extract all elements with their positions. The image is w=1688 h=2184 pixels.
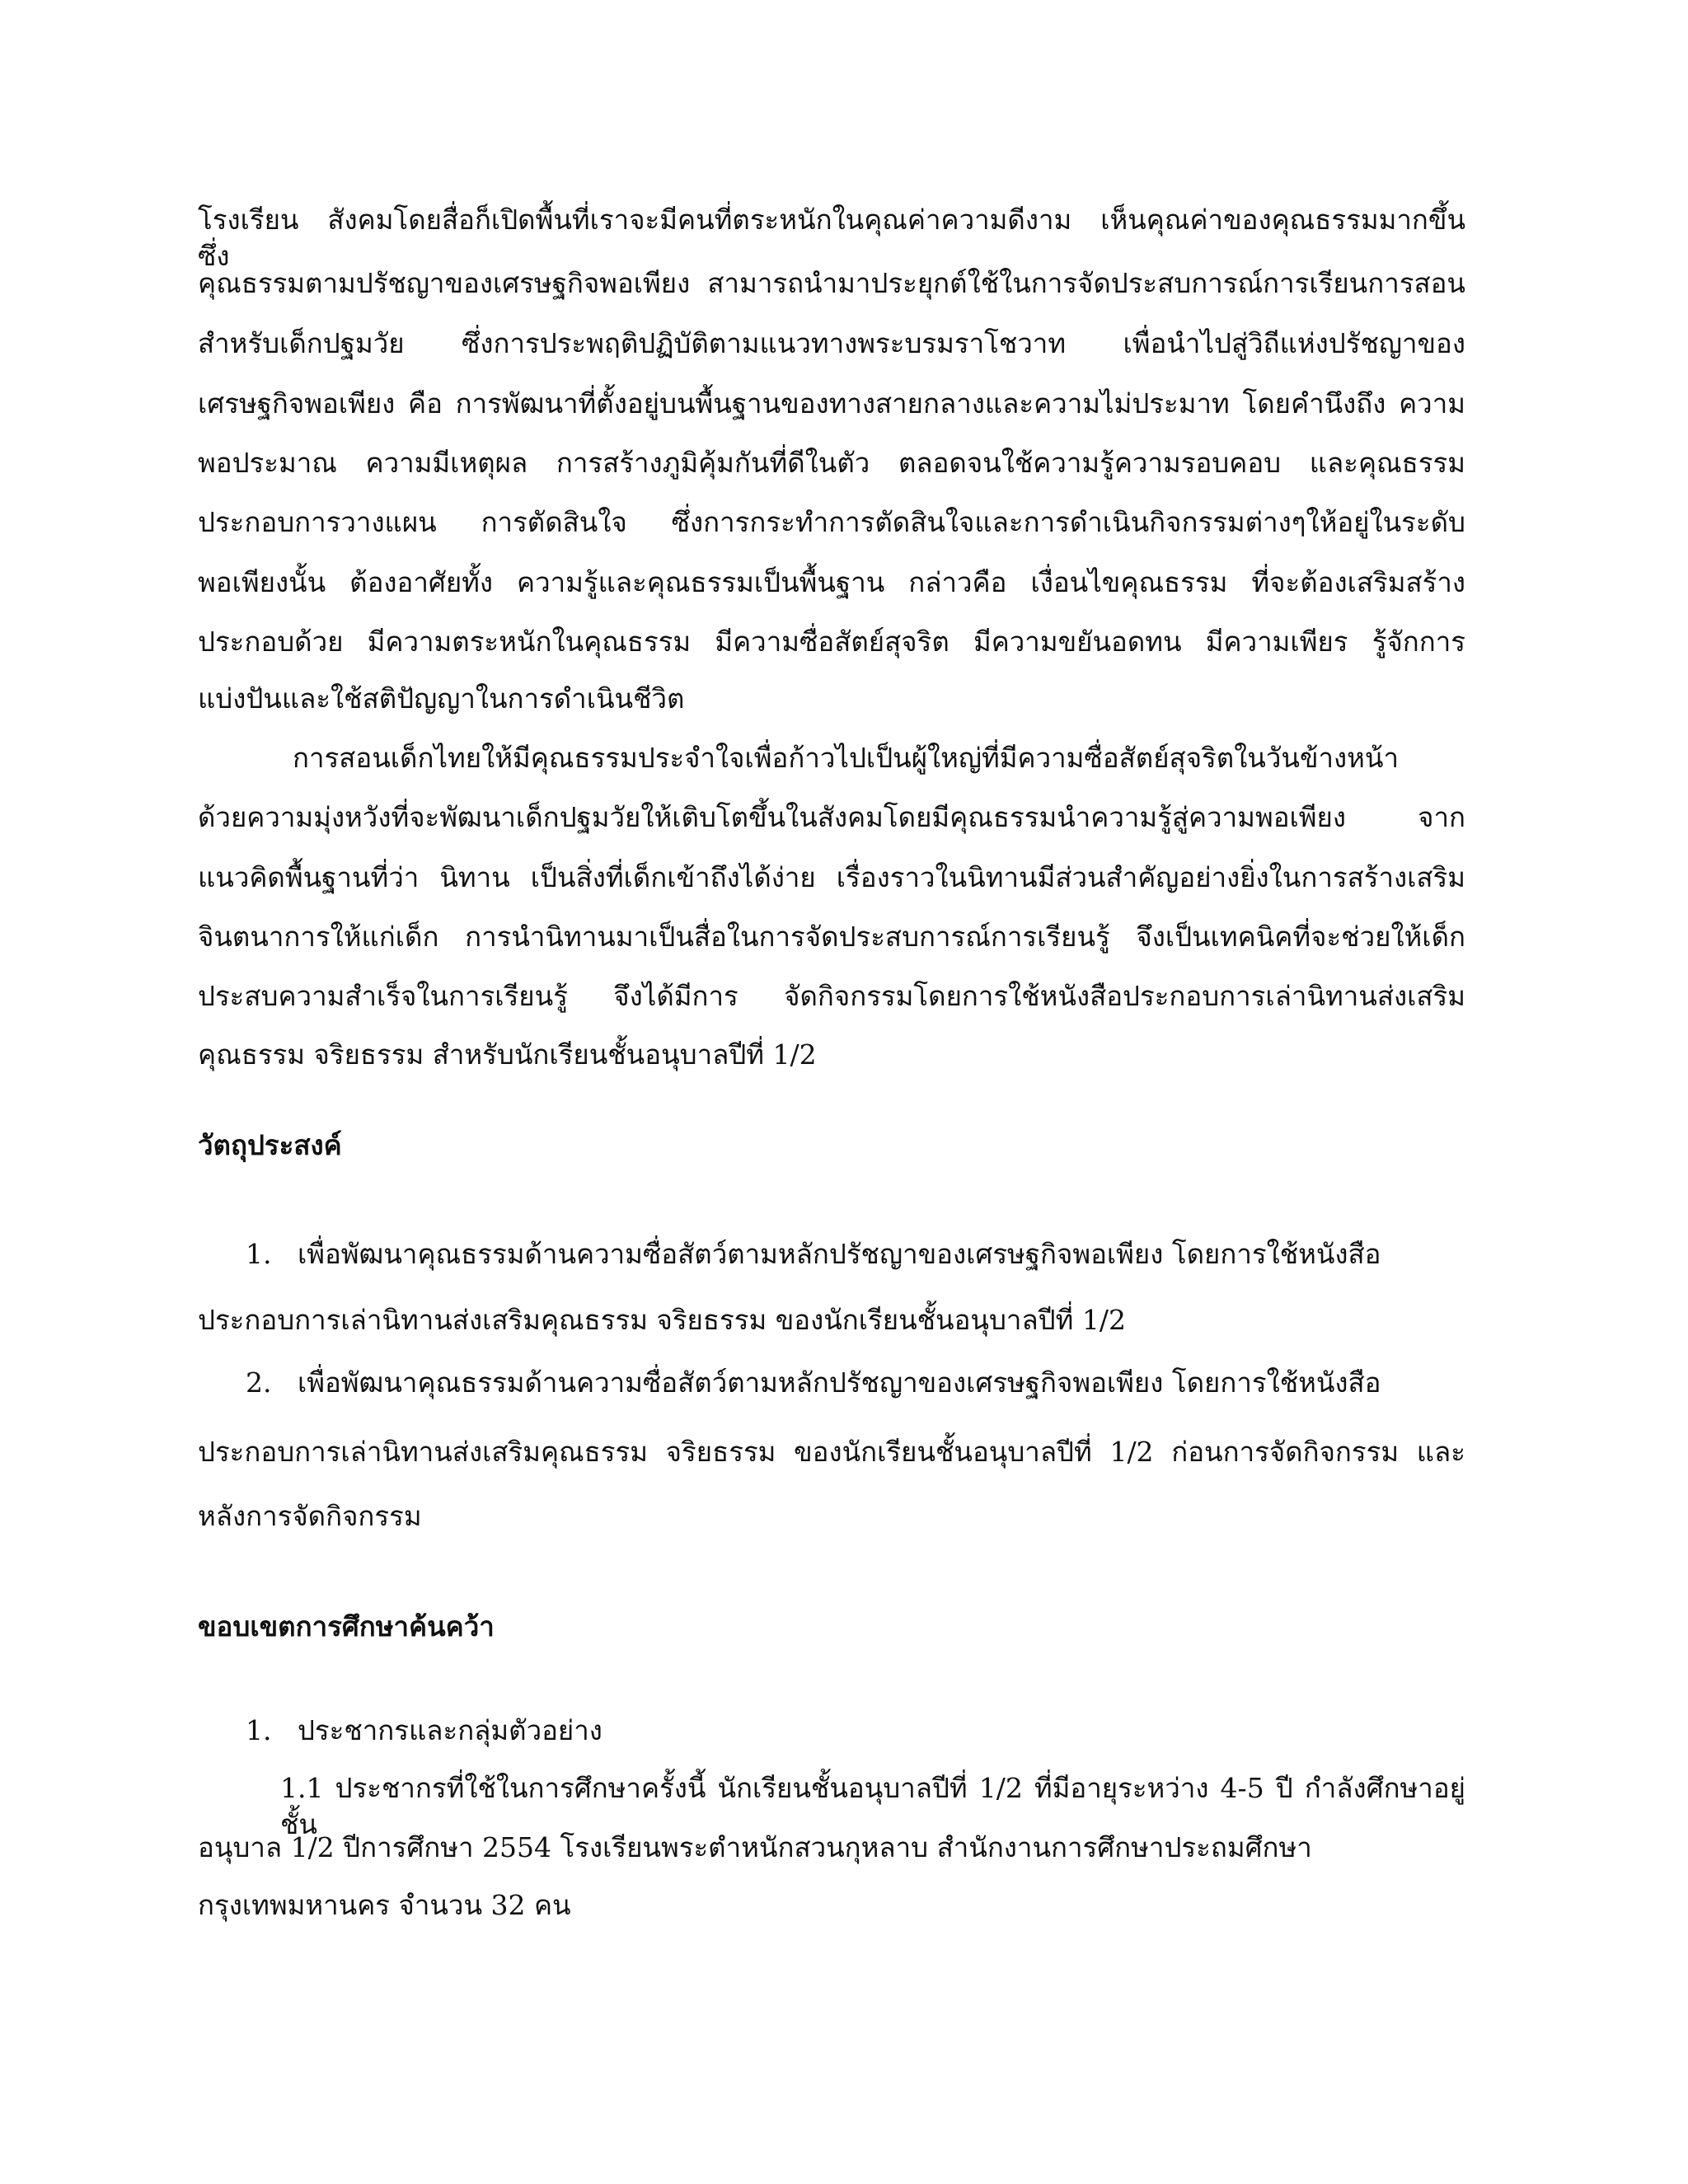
- section-heading-scope: ขอบเขตการศึกษาค้นคว้า: [198, 1610, 495, 1643]
- paragraph-line: การสอนเด็กไทยให้มีคุณธรรมประจำใจเพื่อก้าวไปเป็นผู้ใหญ่ที่มีความซื่อสัตย์สุจริตในวันข้างหน้า: [293, 742, 1399, 774]
- list-item-line: ประกอบการเล่านิทานส่งเสริมคุณธรรม จริยธรรม ของนักเรียนชั้นอนุบาลปีที่ 1/2 ก่อนการจัดกิจกรรม และ: [198, 1436, 1465, 1468]
- paragraph-line: จินตนาการให้แก่เด็ก การนำนิทานมาเป็นสื่อในการจัดประสบการณ์การเรียนรู้ จึงเป็นเทคนิคที่จะช่วยให้เด็ก: [198, 921, 1465, 953]
- list-item-line: หลังการจัดกิจกรรม: [198, 1500, 422, 1532]
- list-item-line: 1.1 ประชากรที่ใช้ในการศึกษาครั้งนี้ นักเรียนชั้นอนุบาลปีที่ 1/2 ที่มีอายุระหว่าง 4-5 ปี กำลังศึกษาอยู่ชั้น: [280, 1772, 1465, 1840]
- list-item-line: อนุบาล 1/2 ปีการศึกษา 2554 โรงเรียนพระตำหนักสวนกุหลาบ สำนักงานการศึกษาประถมศึกษา: [198, 1831, 1312, 1863]
- list-item-line: 2. เพื่อพัฒนาคุณธรรมด้านความซื่อสัตว์ตามหลักปรัชญาของเศรษฐกิจพอเพียง โดยการใช้หนังสือ: [246, 1366, 1381, 1399]
- paragraph-line: แบ่งปันและใช้สติปัญญาในการดำเนินชีวิต: [198, 682, 685, 715]
- paragraph-line: ประสบความสำเร็จในการเรียนรู้ จึงได้มีการ จัดกิจกรรมโดยการใช้หนังสือประกอบการเล่านิทานส่งเสริม: [198, 980, 1465, 1012]
- list-item-line: ประกอบการเล่านิทานส่งเสริมคุณธรรม จริยธรรม ของนักเรียนชั้นอนุบาลปีที่ 1/2: [198, 1304, 1126, 1336]
- paragraph-line: สำหรับเด็กปฐมวัย ซึ่งการประพฤติปฏิบัติตามแนวทางพระบรมราโชวาท เพื่อนำไปสู่วิถีแห่งปรัชญาของ: [198, 327, 1465, 359]
- paragraph-line: แนวคิดพื้นฐานที่ว่า นิทาน เป็นสิ่งที่เด็กเข้าถึงได้ง่าย เรื่องราวในนิทานมีส่วนสำคัญอย่างยิ่งในการสร้างเสริม: [198, 861, 1465, 893]
- paragraph-line: พอประมาณ ความมีเหตุผล การสร้างภูมิคุ้มกันที่ดีในตัว ตลอดจนใช้ความรู้ความรอบคอบ และคุณธรรม: [198, 447, 1465, 479]
- paragraph-line: คุณธรรม จริยธรรม สำหรับนักเรียนชั้นอนุบาลปีที่ 1/2: [198, 1038, 817, 1071]
- paragraph-line: พอเพียงนั้น ต้องอาศัยทั้ง ความรู้และคุณธรรมเป็นพื้นฐาน กล่าวคือ เงื่อนไขคุณธรรม ที่จะต้องเสริมสร้าง: [198, 566, 1465, 598]
- paragraph-line: ประกอบการวางแผน การตัดสินใจ ซึ่งการกระทำการตัดสินใจและการดำเนินกิจกรรมต่างๆให้อยู่ในระดับ: [198, 506, 1465, 538]
- paragraph-line: คุณธรรมตามปรัชญาของเศรษฐกิจพอเพียง สามารถนำมาประยุกต์ใช้ในการจัดประสบการณ์การเรียนการสอน: [198, 267, 1465, 299]
- section-heading-objectives: วัตถุประสงค์: [198, 1129, 342, 1161]
- scope-item-1: 1. ประชากรและกลุ่มตัวอย่าง: [246, 1714, 603, 1746]
- paragraph-line: ประกอบด้วย มีความตระหนักในคุณธรรม มีความซื่อสัตย์สุจริต มีความขยันอดทน มีความเพียร รู้จักการ: [198, 626, 1465, 658]
- paragraph-line: โรงเรียน สังคมโดยสื่อก็เปิดพื้นที่เราจะมีคนที่ตระหนักในคุณค่าความดีงาม เห็นคุณค่าของคุณธรรมมากขึ้น ซึ่ง: [198, 204, 1465, 272]
- paragraph-line: ด้วยความมุ่งหวังที่จะพัฒนาเด็กปฐมวัยให้เติบโตขึ้นในสังคมโดยมีคุณธรรมนำความรู้สู่ความพอเพียง จาก: [198, 801, 1465, 833]
- list-item-line: กรุงเทพมหานคร จำนวน 32 คน: [198, 1889, 571, 1921]
- list-item-line: 1. เพื่อพัฒนาคุณธรรมด้านความซื่อสัตว์ตามหลักปรัชญาของเศรษฐกิจพอเพียง โดยการใช้หนังสือ: [246, 1238, 1381, 1270]
- paragraph-line: เศรษฐกิจพอเพียง คือ การพัฒนาที่ตั้งอยู่บนพื้นฐานของทางสายกลางและความไม่ประมาท โดยคำนึงถึง ความ: [198, 387, 1465, 419]
